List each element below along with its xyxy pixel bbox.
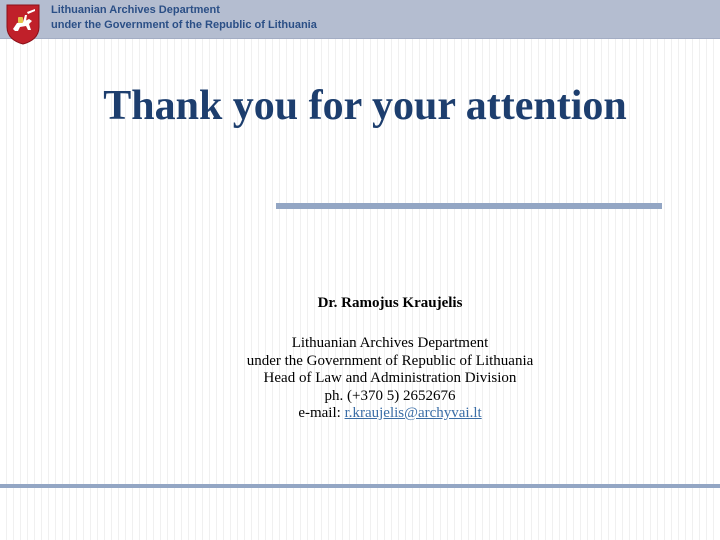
contact-division: Head of Law and Administration Division (263, 370, 517, 386)
coat-of-arms-icon (5, 3, 41, 45)
header-bar (0, 0, 720, 39)
header-org-line2: under the Government of the Republic of Lithuania (51, 18, 317, 31)
slide-title: Thank you for your attention (103, 83, 627, 129)
email-label: e-mail: (298, 405, 345, 421)
contact-email-line (0, 405, 720, 423)
contact-phone: ph. (+370 5) 2652676 (324, 387, 456, 404)
contact-block (0, 335, 720, 423)
title-divider (276, 203, 662, 209)
email-link[interactable]: r.kraujelis@archyvai.lt (344, 405, 482, 421)
header-org-line1: Lithuanian Archives Department (51, 4, 220, 16)
contact-org-line2: under the Government of Republic of Lithuania (246, 352, 534, 369)
footer-divider (0, 484, 720, 488)
header-org-name (51, 3, 317, 32)
author-name: Dr. Ramojus Kraujelis (317, 295, 463, 311)
contact-org-line1: Lithuanian Archives Department (291, 335, 489, 351)
